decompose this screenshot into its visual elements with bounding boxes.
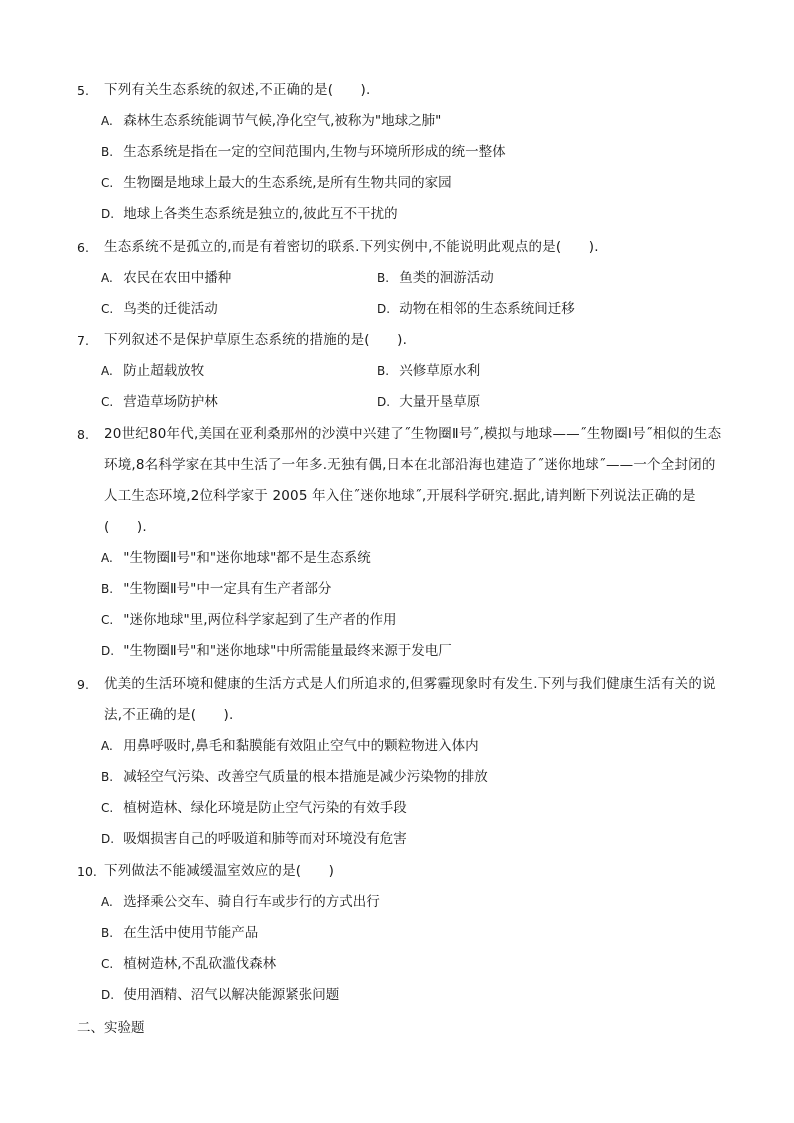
option-text: 减轻空气污染、改善空气质量的根本措施是减少污染物的排放 (123, 769, 488, 785)
option-text: 吸烟损害自己的呼吸道和肺等而对环境没有危害 (123, 831, 407, 847)
option-letter: D. (101, 832, 115, 846)
option-text: 植树造林,不乱砍滥伐森林 (123, 956, 277, 972)
option-text: 大量开垦草原 (399, 394, 481, 410)
option-letter: C. (101, 395, 114, 409)
option-letter: B. (101, 770, 114, 784)
question-10 (77, 856, 727, 1011)
option-text: 动物在相邻的生态系统间迁移 (399, 301, 575, 317)
option-a[interactable] (77, 731, 727, 762)
option-letter: B. (101, 145, 114, 159)
option-letter: B. (377, 364, 390, 378)
question-text: 下列做法不能减缓温室效应的是( ) (104, 863, 335, 879)
option-b[interactable] (77, 762, 727, 793)
question-number: 7. (77, 333, 89, 348)
option-text: 用鼻呼吸时,鼻毛和黏膜能有效阻止空气中的颗粒物进入体内 (123, 738, 479, 754)
option-d[interactable] (77, 636, 727, 667)
question-8 (77, 419, 727, 667)
option-d[interactable] (77, 824, 727, 855)
question-text: 20世纪80年代,美国在亚利桑那州的沙漠中兴建了˝生物圈Ⅱ号˝,模拟与地球——˝生物圈Ⅰ号˝相似的生态环境,8名科学家在其中生活了一年多.无独有偶,日本在北部沿海也建造了˝迷你地球˝——一个全封闭的人工生态环境,2位科学家于 2005 年入住˝迷你地球˝,开展科学研究.据此,请判断下列说法正确的是( ). (104, 426, 722, 535)
option-letter: B. (377, 271, 390, 285)
option-letter: D. (377, 302, 391, 316)
question-6 (77, 232, 727, 325)
option-letter: C. (101, 957, 114, 971)
option-letter: C. (101, 613, 114, 627)
option-text: 鱼类的洄游活动 (399, 270, 494, 286)
option-text: "生物圈Ⅱ号"中一定具有生产者部分 (123, 581, 332, 597)
option-text: 地球上各类生态系统是独立的,彼此互不干扰的 (123, 206, 398, 222)
option-d[interactable] (377, 387, 653, 418)
question-text: 下列叙述不是保护草原生态系统的措施的是( ). (104, 332, 408, 348)
option-text: 防止超载放牧 (123, 363, 205, 379)
option-letter: A. (101, 551, 113, 565)
option-text: 农民在农田中播种 (123, 270, 232, 286)
option-b[interactable] (77, 574, 727, 605)
question-5 (77, 75, 727, 230)
section-heading: 二、实验题 (77, 1020, 145, 1036)
option-letter: C. (101, 801, 114, 815)
option-text: 生物圈是地球上最大的生态系统,是所有生物共同的家园 (123, 175, 452, 191)
option-a[interactable] (77, 106, 727, 137)
option-d[interactable] (77, 199, 727, 230)
question-number: 10. (77, 864, 97, 879)
option-b[interactable] (77, 137, 727, 168)
option-text: 使用酒精、沼气以解决能源紧张问题 (123, 987, 340, 1003)
option-c[interactable] (77, 168, 727, 199)
option-text: "生物圈Ⅱ号"和"迷你地球"中所需能量最终来源于发电厂 (123, 643, 452, 659)
option-letter: D. (377, 395, 391, 409)
option-letter: B. (101, 926, 114, 940)
option-text: 森林生态系统能调节气候,净化空气,被称为"地球之肺" (123, 113, 442, 129)
option-text: 营造草场防护林 (123, 394, 218, 410)
option-c[interactable] (101, 387, 377, 418)
option-text: 兴修草原水利 (399, 363, 481, 379)
option-c[interactable] (101, 294, 377, 325)
option-letter: A. (101, 895, 113, 909)
option-a[interactable] (101, 263, 377, 294)
question-7 (77, 325, 727, 418)
question-text: 生态系统不是孤立的,而是有着密切的联系.下列实例中,不能说明此观点的是( ). (104, 239, 599, 255)
option-b[interactable] (77, 918, 727, 949)
option-letter: C. (101, 302, 114, 316)
question-number: 6. (77, 240, 89, 255)
option-text: 选择乘公交车、骑自行车或步行的方式出行 (123, 894, 380, 910)
question-number: 9. (77, 677, 89, 692)
option-d[interactable] (77, 980, 727, 1011)
option-letter: A. (101, 114, 113, 128)
option-a[interactable] (101, 356, 377, 387)
option-letter: B. (101, 582, 114, 596)
option-text: 鸟类的迁徙活动 (123, 301, 218, 317)
question-9 (77, 669, 727, 855)
option-letter: A. (101, 739, 113, 753)
question-number: 5. (77, 83, 89, 98)
option-letter: C. (101, 176, 114, 190)
option-a[interactable] (77, 887, 727, 918)
question-text: 优美的生活环境和健康的生活方式是人们所追求的,但雾霾现象时有发生.下列与我们健康生活有关的说法,不正确的是( ). (104, 676, 716, 723)
option-letter: A. (101, 364, 113, 378)
option-b[interactable] (377, 263, 653, 294)
option-b[interactable] (377, 356, 653, 387)
option-c[interactable] (77, 605, 727, 636)
question-text: 下列有关生态系统的叙述,不正确的是( ). (104, 82, 371, 98)
option-text: "迷你地球"里,两位科学家起到了生产者的作用 (123, 612, 397, 628)
option-letter: D. (101, 644, 115, 658)
option-letter: A. (101, 271, 113, 285)
option-text: "生物圈Ⅱ号"和"迷你地球"都不是生态系统 (123, 550, 371, 566)
option-letter: D. (101, 207, 115, 221)
option-c[interactable] (77, 949, 727, 980)
option-text: 植树造林、绿化环境是防止空气污染的有效手段 (123, 800, 407, 816)
option-text: 生态系统是指在一定的空间范围内,生物与环境所形成的统一整体 (123, 144, 506, 160)
option-d[interactable] (377, 294, 653, 325)
option-letter: D. (101, 988, 115, 1002)
option-text: 在生活中使用节能产品 (123, 925, 259, 941)
question-number: 8. (77, 427, 89, 442)
option-c[interactable] (77, 793, 727, 824)
option-a[interactable] (77, 543, 727, 574)
